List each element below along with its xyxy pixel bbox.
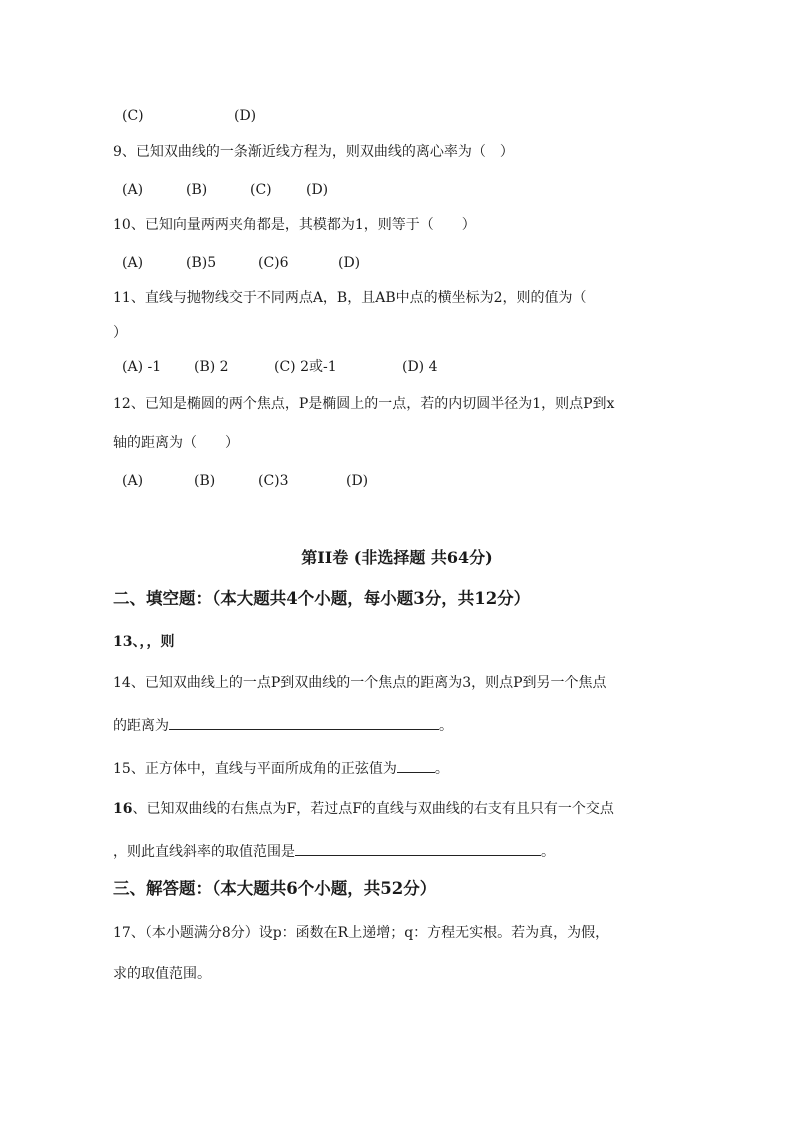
- q17-stem-line2: 求的取值范围。: [113, 966, 211, 982]
- q11-stem-line2: ）: [113, 325, 127, 341]
- q14-stem-line2: [113, 715, 453, 736]
- q11-option-d: (D) 4: [402, 359, 438, 375]
- q13-stem: 13、，，则: [113, 634, 175, 650]
- q12-option-c: (C)3: [258, 473, 289, 489]
- part2-title: 第II卷 (非选择题 共64分): [301, 548, 493, 567]
- section3-heading: 三、解答题：（本大题共6个小题，共52分）: [113, 879, 437, 898]
- q12-option-a: (A): [122, 473, 144, 489]
- q16-answer-blank[interactable]: [295, 841, 541, 856]
- q11-option-c: (C) 2或-1: [274, 359, 337, 375]
- q16-stem-line1: [113, 799, 614, 819]
- q8-option-d: (D): [234, 108, 257, 124]
- q12-option-d: (D): [346, 473, 369, 489]
- q16-line1-text: 、已知双曲线的右焦点为F，若过点F的直线与双曲线的右支有且只有一个交点: [132, 801, 614, 817]
- q10-option-d: (D): [338, 255, 361, 271]
- q10-option-a: (A): [122, 255, 144, 271]
- q12-option-b: (B): [194, 473, 216, 489]
- q10-option-b: (B)5: [186, 255, 217, 271]
- q11-option-a: (A) -1: [122, 359, 162, 375]
- q14-stem-line1: 14、已知双曲线上的一点P到双曲线的一个焦点的距离为3，则点P到另一个焦点: [113, 675, 607, 691]
- q16-line2-text: ，则此直线斜率的取值范围是: [113, 844, 295, 860]
- section2-heading: 二、填空题：（本大题共4个小题，每小题3分，共12分）: [113, 589, 531, 608]
- q15-text: 15、正方体中，直线与平面所成角的正弦值为: [113, 761, 397, 777]
- q9-option-a: (A): [122, 182, 144, 198]
- q12-stem-line1: 12、已知是椭圆的两个焦点，P是椭圆上的一点，若的内切圆半径为1，则点P到x: [113, 396, 615, 412]
- q16-stem-line2: [113, 841, 555, 862]
- q10-option-c: (C)6: [258, 255, 289, 271]
- q17-stem-line1: 17、（本小题满分8分）设p：函数在R上递增；q：方程无实根。若为真，为假，: [113, 925, 610, 941]
- q15-end: 。: [434, 761, 449, 777]
- q9-option-b: (B): [186, 182, 208, 198]
- q9-option-d: (D): [306, 182, 329, 198]
- q15-answer-blank[interactable]: [397, 758, 435, 773]
- q12-stem-line2: 轴的距离为（ ）: [113, 435, 239, 451]
- q11-option-b: (B) 2: [194, 359, 229, 375]
- q14-answer-blank[interactable]: [169, 715, 439, 730]
- q16-line2-end: 。: [541, 844, 555, 860]
- q11-stem-line1: 11、直线与抛物线交于不同两点A，B，且AB中点的横坐标为2，则的值为（: [113, 290, 587, 306]
- q14-line2-end: 。: [439, 718, 453, 734]
- q14-line2-text: 的距离为: [113, 718, 169, 734]
- q16-number: 16: [113, 801, 133, 817]
- q10-stem: 10、已知向量两两夹角都是，其模都为1，则等于（ ）: [113, 217, 476, 233]
- q9-option-c: (C): [250, 182, 272, 198]
- q8-option-c: (C): [122, 108, 144, 124]
- q15-stem: [113, 758, 449, 779]
- q9-stem: 9、已知双曲线的一条渐近线方程为，则双曲线的离心率为（ ）: [113, 144, 514, 160]
